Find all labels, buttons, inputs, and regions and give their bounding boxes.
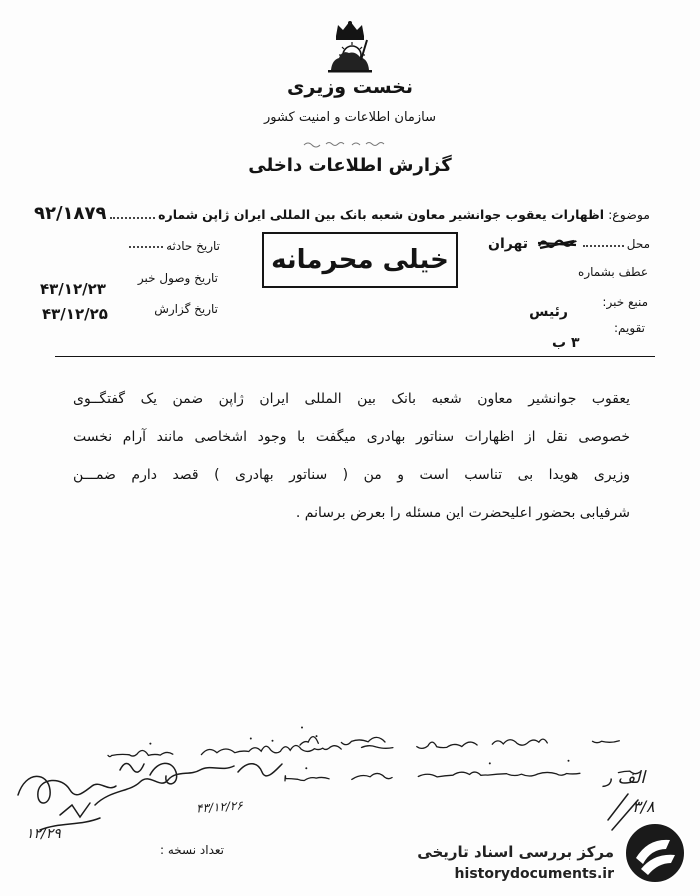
signature [18,763,638,830]
watermark-organization-name: مرکز بررسی اسناد تاریخی [417,843,614,861]
handwriting-dot [305,767,307,769]
handwriting-dot [316,735,318,737]
report-date-value: ۴۳/۱۲/۲۵ [42,305,108,323]
watermark-url: historydocuments.ir [454,866,614,882]
horizontal-divider [55,356,655,357]
copies-count-label: تعداد نسخه : [160,843,225,857]
handwriting-stroke [108,739,619,757]
lion-and-sun-crest-icon [322,14,378,74]
body-line: خصوصی نقل از اظهارات سناتور بهادری میگفت با وجود اشخاصی مانند آرام نخست [73,429,630,445]
subject-row [34,203,650,224]
handwriting-stroke [285,771,640,781]
report-type-heading: گزارش اطلاعات داخلی [248,155,452,176]
page-title: نخست وزیری [286,76,413,98]
number-label: شماره [158,207,199,222]
handwriting-dot [489,762,491,764]
crossed-out-word [536,236,578,252]
handwritten-file-reference: ۳/۸ [632,797,655,816]
handwriting-dot [568,760,570,762]
handwritten-mark: الف ر [604,768,646,788]
handwriting-dot [301,727,303,729]
body-line: یعقوب جوانشیر معاون شعبه بانک بین المللی ایران ژاپن ضمن یک گفتگــوی [73,391,630,407]
handwritten-margin-date: ۱۲/۲۹ [26,826,61,842]
location-row [488,236,650,252]
handwritten-signature-date: ۴۳/۱۲/۲۶ [195,798,244,816]
classification-stamp: خیلی محرمانه [262,232,458,288]
reference-number-label: عطف بشماره [578,265,648,279]
illegible-subline [300,138,390,150]
report-body [73,380,630,532]
source-value: رئیس [529,304,568,320]
received-date-value: ۴۳/۱۲/۲۳ [40,280,106,298]
incident-date-label: تاریخ حادثه [166,239,220,253]
report-date-label: تاریخ گزارش [154,302,218,316]
evaluation-value: ب ۳ [552,335,580,351]
subject-label: موضوع: [608,207,650,222]
body-line: وزیری هویدا بی تناسب است و من ( سناتور بهادری ) قصد دارم ضمـــن [73,467,630,483]
subject-text: اظهارات یعقوب جوانشیر معاون شعبه بانک بین المللی ایران ژاپن [202,207,605,222]
received-date-label: تاریخ وصول خبر [137,271,218,285]
location-value: تهران [488,236,528,252]
report-number: ۹۲/۱۸۷۹ [34,203,107,224]
body-line: شرفیابی بحضور اعلیحضرت این مسئله را بعرض برسانم . [295,505,630,521]
handwriting-dot [250,738,252,740]
dotted-leader [110,216,156,219]
incident-date-row [126,239,220,253]
handwriting-dot [149,743,151,745]
handwriting-dot [272,740,274,742]
location-label: محل [626,237,650,251]
evaluation-label: تقویم: [614,321,645,335]
history-documents-logo-icon [620,818,690,888]
handwritten-note [108,727,640,781]
handwriting-stroke [300,737,385,745]
source-label: منبع خبر: [602,295,648,309]
dotted-leader [129,245,163,248]
organization-name: سازمان اطلاعات و امنیت کشور [263,110,437,125]
dotted-leader [583,244,624,247]
